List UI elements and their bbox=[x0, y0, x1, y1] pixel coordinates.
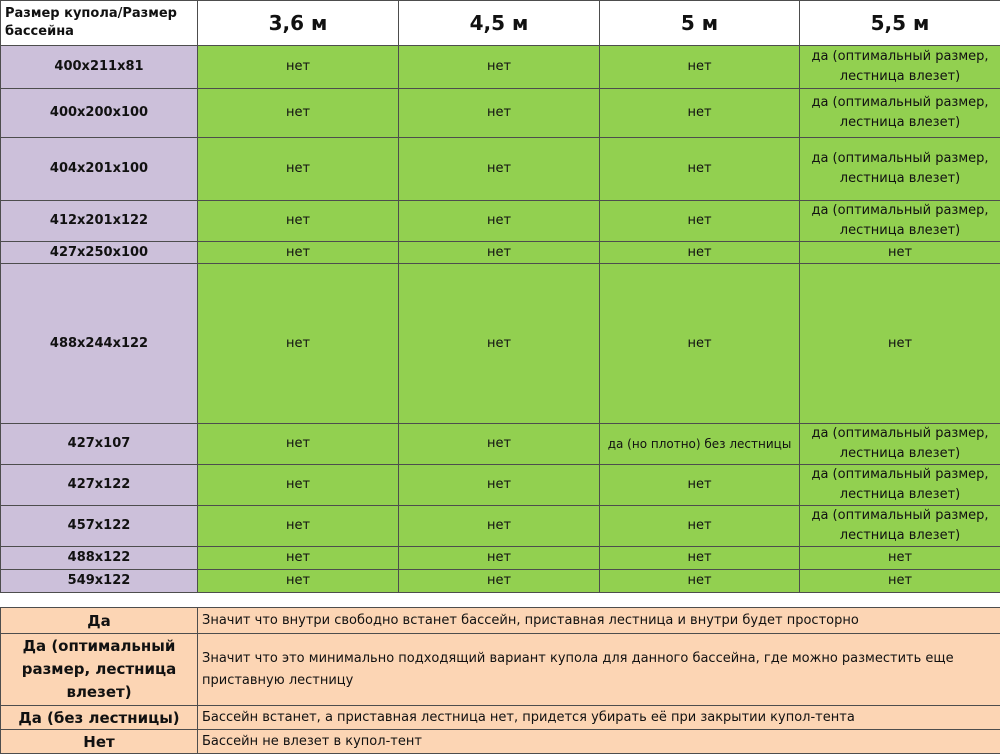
table-cell: нет bbox=[399, 138, 600, 201]
table-cell: да (оптимальный размер, лестница влезет) bbox=[800, 506, 1000, 547]
legend-description: Бассейн не влезет в купол-тент bbox=[198, 730, 1000, 754]
table-cell: нет bbox=[399, 506, 600, 547]
table-cell: да (оптимальный размер, лестница влезет) bbox=[800, 201, 1000, 242]
table-cell: да (оптимальный размер, лестница влезет) bbox=[800, 138, 1000, 201]
table-cell: нет bbox=[800, 264, 1000, 424]
table-cell: нет bbox=[399, 264, 600, 424]
table-row bbox=[1, 570, 1000, 593]
legend-row bbox=[1, 608, 1000, 634]
table-row bbox=[1, 547, 1000, 570]
legend-term: Да (оптимальный размер, лестница влезет) bbox=[1, 634, 198, 706]
table-cell: да (оптимальный размер, лестница влезет) bbox=[800, 424, 1000, 465]
table-cell: да (оптимальный размер, лестница влезет) bbox=[800, 89, 1000, 138]
table-cell: да (но плотно) без лестницы bbox=[600, 424, 800, 465]
table-row bbox=[1, 465, 1000, 506]
legend-description: Значит что внутри свободно встанет бассейн, приставная лестница и внутри будет просторно bbox=[198, 608, 1000, 634]
table-cell: нет bbox=[198, 570, 399, 593]
table-cell: да (оптимальный размер, лестница влезет) bbox=[800, 465, 1000, 506]
row-header: 427x250x100 bbox=[1, 242, 198, 264]
table-row bbox=[1, 46, 1000, 89]
column-header-5-5: 5,5 м bbox=[800, 1, 1000, 46]
table-cell: нет bbox=[600, 242, 800, 264]
table-row bbox=[1, 89, 1000, 138]
table-cell: нет bbox=[198, 138, 399, 201]
row-header: 488x122 bbox=[1, 547, 198, 570]
table-cell: нет bbox=[198, 547, 399, 570]
row-header: 427x107 bbox=[1, 424, 198, 465]
table-cell: нет bbox=[399, 46, 600, 89]
table-cell: нет bbox=[600, 138, 800, 201]
legend-table bbox=[0, 607, 1000, 754]
corner-header: Размер купола/Размер бассейна bbox=[1, 1, 198, 46]
table-cell: нет bbox=[600, 547, 800, 570]
table-cell: нет bbox=[198, 201, 399, 242]
table-cell: нет bbox=[800, 242, 1000, 264]
table-cell: нет bbox=[198, 465, 399, 506]
legend-term: Нет bbox=[1, 730, 198, 754]
table-cell: нет bbox=[399, 465, 600, 506]
table-cell: нет bbox=[600, 506, 800, 547]
table-cell: нет bbox=[800, 570, 1000, 593]
table-cell: нет bbox=[800, 547, 1000, 570]
table-cell: нет bbox=[600, 46, 800, 89]
header-row bbox=[1, 1, 1000, 46]
row-header: 427x122 bbox=[1, 465, 198, 506]
table-cell: нет bbox=[399, 424, 600, 465]
column-header-4-5: 4,5 м bbox=[399, 1, 600, 46]
column-header-3-6: 3,6 м bbox=[198, 1, 399, 46]
row-header: 404x201x100 bbox=[1, 138, 198, 201]
row-header: 488x244x122 bbox=[1, 264, 198, 424]
table-cell: нет bbox=[198, 264, 399, 424]
row-header: 400x211x81 bbox=[1, 46, 198, 89]
row-header: 400x200x100 bbox=[1, 89, 198, 138]
table-cell: нет bbox=[399, 242, 600, 264]
legend-row bbox=[1, 730, 1000, 754]
row-header: 412x201x122 bbox=[1, 201, 198, 242]
row-header: 549x122 bbox=[1, 570, 198, 593]
table-row bbox=[1, 506, 1000, 547]
legend-term: Да (без лестницы) bbox=[1, 706, 198, 730]
legend-row bbox=[1, 634, 1000, 706]
table-cell: нет bbox=[600, 201, 800, 242]
table-cell: нет bbox=[600, 465, 800, 506]
table-cell: нет bbox=[399, 89, 600, 138]
table-cell: нет bbox=[399, 547, 600, 570]
row-header: 457x122 bbox=[1, 506, 198, 547]
table-cell: нет bbox=[600, 89, 800, 138]
table-cell: нет bbox=[399, 201, 600, 242]
table-row bbox=[1, 242, 1000, 264]
legend-term: Да bbox=[1, 608, 198, 634]
table-cell: нет bbox=[399, 570, 600, 593]
table-cell: нет bbox=[600, 570, 800, 593]
table-cell: нет bbox=[198, 242, 399, 264]
legend-description: Значит что это минимально подходящий вариант купола для данного бассейна, где можно разместить еще приставную лестницу bbox=[198, 634, 1000, 706]
table-cell: нет bbox=[198, 89, 399, 138]
table-row bbox=[1, 201, 1000, 242]
table-cell: нет bbox=[198, 506, 399, 547]
column-header-5: 5 м bbox=[600, 1, 800, 46]
table-row bbox=[1, 138, 1000, 201]
table-cell: нет bbox=[198, 46, 399, 89]
table-cell: да (оптимальный размер, лестница влезет) bbox=[800, 46, 1000, 89]
table-cell: нет bbox=[600, 264, 800, 424]
table-row bbox=[1, 424, 1000, 465]
table-row bbox=[1, 264, 1000, 424]
legend-description: Бассейн встанет, а приставная лестница нет, придется убирать её при закрытии купол-тента bbox=[198, 706, 1000, 730]
table-cell: нет bbox=[198, 424, 399, 465]
legend-row bbox=[1, 706, 1000, 730]
